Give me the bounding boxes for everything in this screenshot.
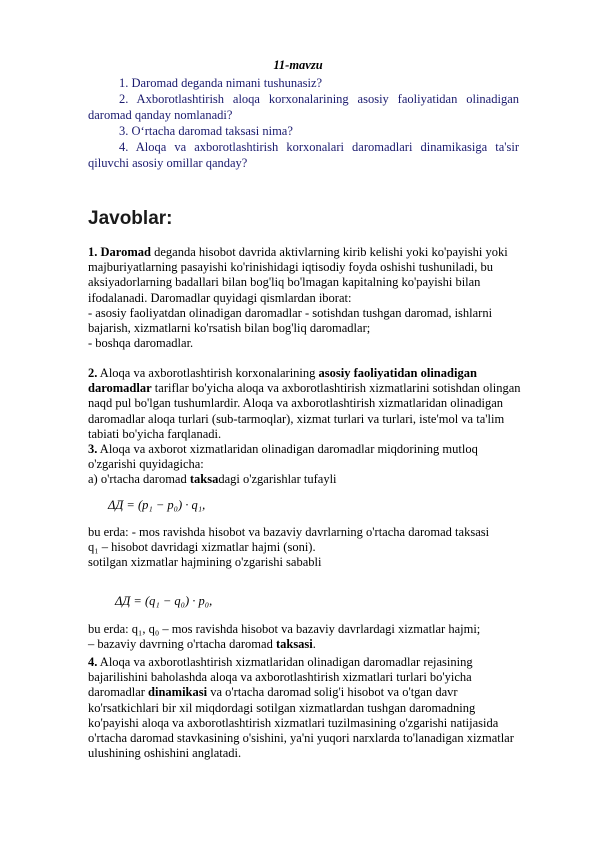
answer-1-number: 1. bbox=[88, 245, 98, 259]
formula-price-change: ΔД = (p₁ − p₀) · q₁, bbox=[108, 498, 206, 512]
answer-3-expl-5-term: taksasi bbox=[275, 637, 313, 652]
answer-4-pre: Aloqa va axborotlashtirish xizmatlaridan olinadigan daromadlar rejasining bajarilishini baholashda aloqa va axborotlashtirish xizmatlari turlari bo'yicha daromadlar bbox=[88, 655, 473, 700]
answer-2-text: tariflar bo'yicha aloqa va axborotlashtirish xizmatlarini sotishdan olingan naqd pul bo'lgan tushumlardir. Aloqa va axborotlashtirish xizmatlaridan olinadigan daromadlar aloqa turlari (sub-tarmoqlar), xizmat turlari va turlari, iste'mol va ta'lim tabiati bo'yicha farqlanadi. bbox=[88, 381, 521, 441]
formula-volume-change: ΔД = (q₁ − q₀) · p₀, bbox=[115, 594, 213, 608]
answer-3-expl-3: sotilgan xizmatlar hajmining o'zgarishi sababli bbox=[88, 555, 322, 570]
answer-3-explanation-2 bbox=[88, 622, 528, 652]
answer-2-term: asosiy faoliyatidan olinadigan daromadlar bbox=[88, 366, 477, 396]
question-2-text: 2. Axborotlashtirish aloqa korxonalarining asosiy faoliyatidan olinadigan daromad qanday nomlanadi? bbox=[88, 92, 519, 122]
question-4-text: 4. Aloqa va axborotlashtirish korxonalari daromadlari dinamikasiga ta'sir qiluvchi asosiy omillar qanday? bbox=[88, 140, 519, 170]
question-4 bbox=[88, 139, 519, 171]
answer-3-expl-2: q₁ – hisobot davridagi xizmatlar hajmi (soni). bbox=[88, 540, 316, 555]
answer-3-a-term: taksa bbox=[189, 472, 219, 487]
answer-2-number: 2. bbox=[88, 366, 98, 380]
answer-4 bbox=[88, 655, 528, 761]
answer-4-text: va o'rtacha daromad solig'i hisobot va o'tgan davr ko'rsatkichlari bir xil miqdordagi sotilgan xizmatlardan tushgan daromadning ko'payishi aloqa va axborotlashtirish xizmatlari tuzilmasining o'zgarishi natijasida o'rtacha daromad stavkasining o'sishini, ya'ni yuqori narxlarda to'lanadigan xizmatlar ulushining oshishini anglatadi. bbox=[88, 685, 514, 761]
page-title: 11-mavzu bbox=[273, 58, 323, 72]
answer-4-number: 4. bbox=[88, 655, 98, 669]
answer-3-a-pre: a) o'rtacha daromad bbox=[88, 472, 190, 487]
answer-1 bbox=[88, 245, 528, 351]
answer-1-item-1: - asosiy faoliyatdan olinadigan daromadlar - sotishdan tushgan daromad, ishlarni bajarish, xizmatlarni ko'rsatish bilan bog'liq daromadlar; bbox=[88, 305, 493, 336]
question-3-text: 3. O‘rtacha daromad taksasi nima? bbox=[119, 124, 293, 138]
question-2 bbox=[88, 91, 519, 123]
answer-1-term: Daromad bbox=[100, 245, 151, 259]
answer-3-text: Aloqa va axborot xizmatlaridan olinadigan daromadlar miqdorining mutloq o'zgarishi quyidagicha: bbox=[88, 442, 478, 472]
answer-2-pre: Aloqa va axborotlashtirish korxonalarining bbox=[97, 366, 319, 380]
answer-1-text: deganda hisobot davrida aktivlarning kirib kelishi yoki ko'payishi yoki majburiyatlarning pasayishi ko'rinishidagi iqtisodiy foyda oshishi tushuniladi, bu aksiyadorlarning badallari bilan bog'liq bo'lmagan kapitalning ko'payishi bilan ifodalanadi. Daromadlar quyidagi qismlardan iborat: bbox=[88, 245, 508, 305]
question-3 bbox=[88, 123, 519, 139]
answer-4-term: dinamikasi bbox=[148, 685, 208, 700]
answer-3-expl-5-post: . bbox=[312, 637, 316, 652]
answer-3-a-post: dagi o'zgarishlar tufayli bbox=[218, 472, 337, 487]
question-1-text: 1. Daromad deganda nimani tushunasiz? bbox=[119, 76, 323, 90]
answers-heading: Javoblar: bbox=[88, 208, 173, 229]
answer-1-item-2: - boshqa daromadlar. bbox=[88, 336, 194, 351]
answer-3-expl-1: bu erda: - mos ravishda hisobot va bazaviy davrlarning o'rtacha daromad taksasi bbox=[88, 525, 490, 539]
answer-3-expl-5-pre: – bazaviy davrning o'rtacha daromad bbox=[88, 637, 276, 652]
answer-3-explanation bbox=[88, 525, 528, 571]
answer-3-expl-4: bu erda: q₁, q₀ – mos ravishda hisobot va bazaviy davrlardagi xizmatlar hajmi; bbox=[88, 622, 481, 636]
question-1 bbox=[88, 75, 519, 91]
answer-2 bbox=[88, 366, 528, 442]
answer-3-number: 3. bbox=[88, 442, 98, 456]
answer-3 bbox=[88, 442, 528, 488]
